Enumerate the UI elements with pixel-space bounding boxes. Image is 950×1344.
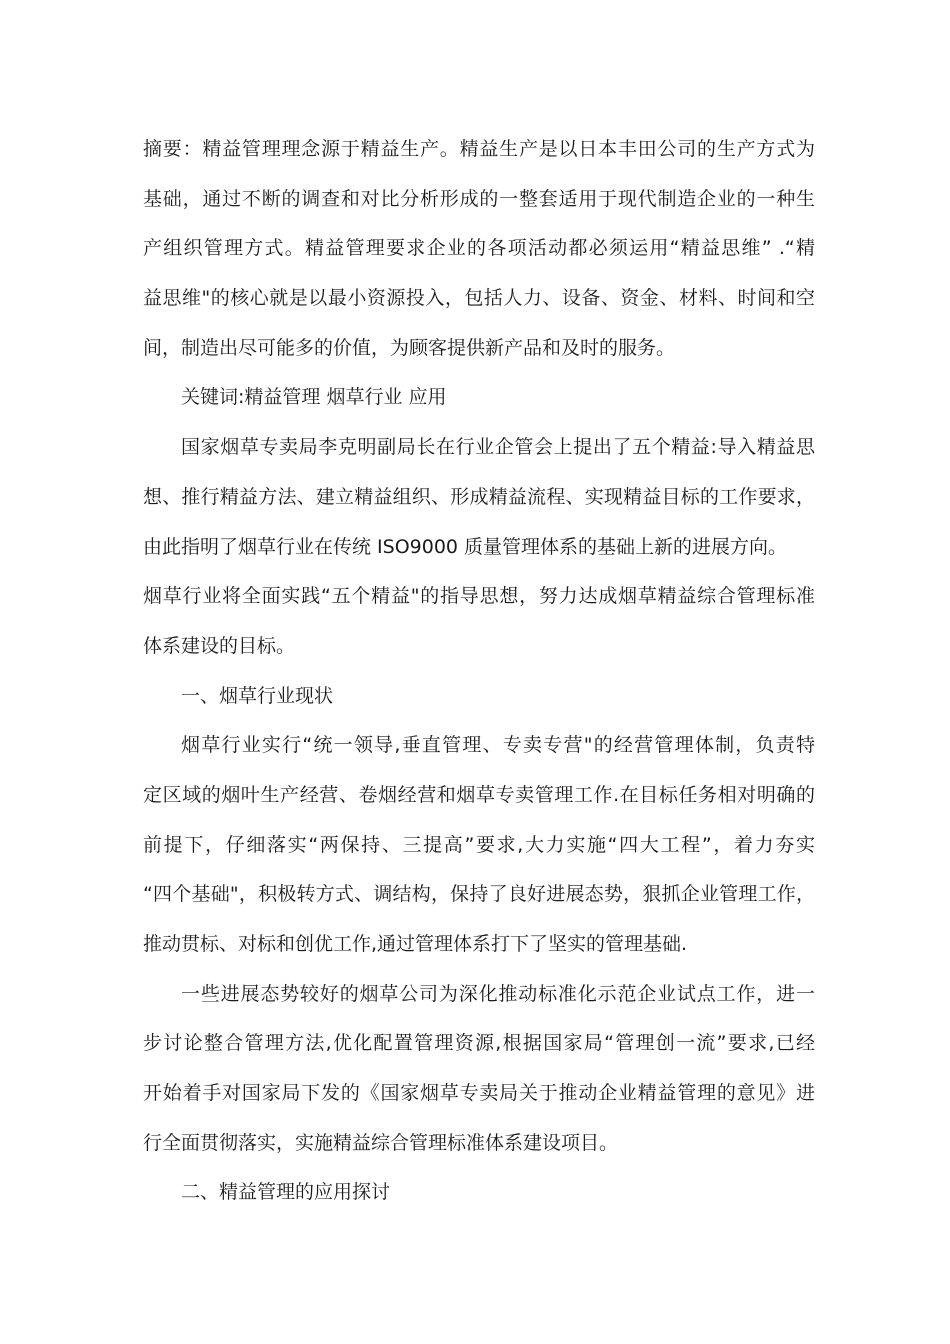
section1-line-4: “四个基础"，积极转方式、调结构，保持了良好进展态势，狠抓企业管理工作，	[143, 883, 815, 906]
intro-line-2: 想、推行精益方法、建立精益组织、形成精益流程、实现精益目标的工作要求，	[143, 485, 815, 508]
intro-line-1: 国家烟草专卖局李克明副局长在行业企管会上提出了五个精益:导入精益思	[181, 436, 815, 459]
section1-p2-line-3: 开始着手对国家局下发的《国家烟草专卖局关于推动企业精益管理的意见》进	[143, 1082, 815, 1105]
section1-p2-line-4: 行全面贯彻落实，实施精益综合管理标准体系建设项目。	[143, 1131, 619, 1154]
intro-line-5: 体系建设的目标。	[143, 634, 296, 657]
section1-line-3: 前提下，仔细落实“两保持、三提高”要求,大力实施“四大工程”，着力夯实	[143, 833, 815, 856]
section1-p2-line-2: 步讨论整合管理方法,优化配置管理资源,根据国家局“管理创一流”要求,已经	[143, 1032, 815, 1055]
abstract-line-4: 益思维"的核心就是以最小资源投入，包括人力、设备、资金、材料、时间和空	[143, 287, 815, 310]
section1-p2-line-1: 一些进展态势较好的烟草公司为深化推动标准化示范企业试点工作，进一	[181, 982, 815, 1005]
abstract-line-5: 间，制造出尽可能多的价值，为顾客提供新产品和及时的服务。	[143, 336, 676, 359]
abstract-line-3: 产组织管理方式。精益管理要求企业的各项活动都必须运用“精益思维” .“精	[143, 237, 815, 260]
abstract-line-2: 基础，通过不断的调查和对比分析形成的一整套适用于现代制造企业的一种生	[143, 187, 815, 210]
section1-line-1: 烟草行业实行“统一领导,垂直管理、专卖专营"的经营管理体制，负责特	[181, 734, 815, 757]
section1-line-2: 定区域的烟叶生产经营、卷烟经营和烟草专卖管理工作.在目标任务相对明确的	[143, 783, 815, 806]
abstract-line-1: 摘要：精益管理理念源于精益生产。精益生产是以日本丰田公司的生产方式为	[143, 138, 815, 160]
intro-line-3: 由此指明了烟草行业在传统 ISO9000 质量管理体系的基础上新的进展方向。	[143, 535, 788, 558]
keywords-line: 关键词:精益管理 烟草行业 应用	[181, 386, 447, 409]
section1-line-5: 推动贯标、对标和创优工作,通过管理体系打下了坚实的管理基础.	[143, 933, 688, 955]
document-body	[143, 125, 815, 1218]
section-heading-2: 二、精益管理的应用探讨	[181, 1181, 391, 1204]
section-heading-1: 一、烟草行业现状	[181, 684, 334, 707]
intro-line-4: 烟草行业将全面实践“五个精益"的指导思想，努力达成烟草精益综合管理标准	[143, 585, 815, 608]
